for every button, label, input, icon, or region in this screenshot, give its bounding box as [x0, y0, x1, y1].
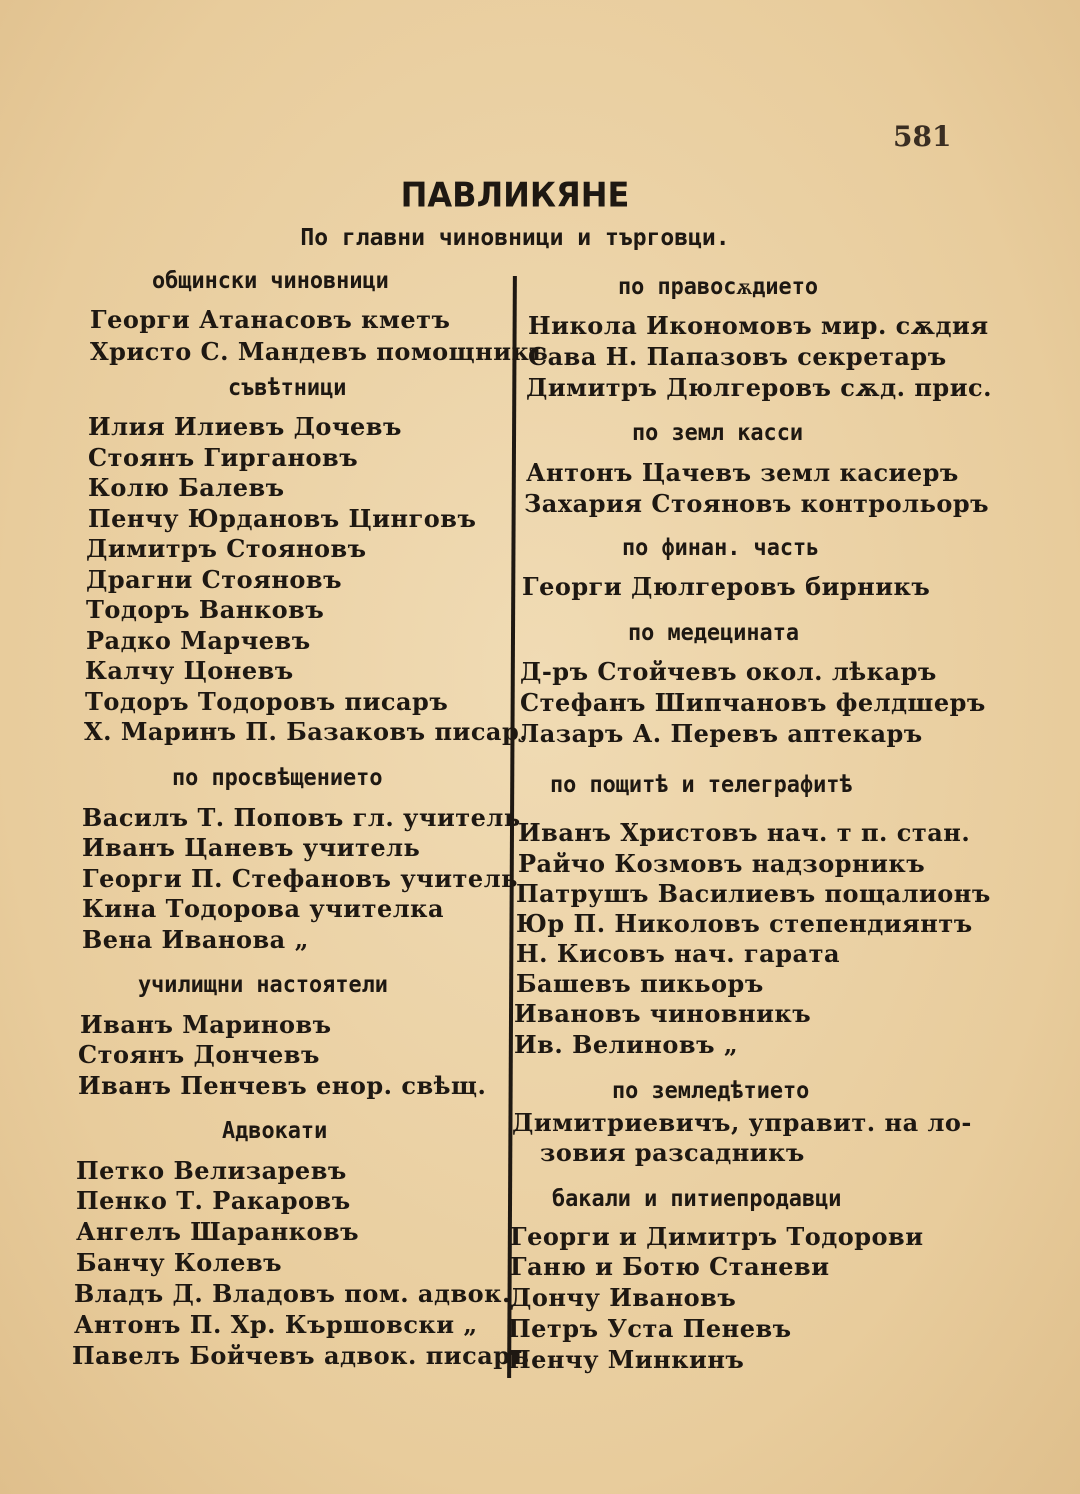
section-heading-education: по просвѣщението	[172, 765, 383, 791]
list-item: Иванъ Христовъ нач. т п. стан.	[518, 818, 971, 847]
list-item: Райчо Козмовъ надзорникъ	[518, 849, 926, 878]
list-item: Никола Икономовъ мир. сѫдия	[528, 311, 989, 340]
list-item: Кина Тодорова учителка	[82, 894, 445, 923]
list-item: Патрушъ Василиевъ пощалионъ	[516, 879, 991, 908]
list-item: Ив. Велиновъ „	[514, 1030, 739, 1059]
list-item: Георги П. Стефановъ учитель	[82, 864, 518, 893]
list-item: Н. Кисовъ нач. гарата	[516, 939, 840, 968]
list-item: Сава Н. Папазовъ секретаръ	[528, 342, 947, 371]
section-heading-justice: по правосѫдието	[618, 274, 819, 300]
section-heading-agri-fund: по земл касси	[632, 420, 804, 446]
list-item: Димитриевичъ, управит. на ло-	[512, 1108, 972, 1137]
section-heading-post: по пощитѣ и телеграфитѣ	[550, 772, 853, 798]
list-item: Владъ Д. Владовъ пом. адвок.	[74, 1279, 511, 1308]
list-item: Пенчу Юрдановъ Цинговъ	[88, 504, 477, 533]
list-item: Павелъ Бойчевъ адвок. писаръ	[72, 1341, 530, 1370]
list-item: Стоянъ Дончевъ	[78, 1040, 320, 1069]
list-item: Антонъ П. Хр. Кършовски „	[74, 1310, 478, 1339]
list-item: Георги и Димитръ Тодорови	[510, 1222, 924, 1251]
list-item: Иванъ Мариновъ	[80, 1010, 332, 1039]
list-item: Пенко Т. Ракаровъ	[76, 1186, 351, 1215]
list-item: Георги Дюлгеровъ бирникъ	[522, 572, 931, 601]
section-heading-grocers: бакали и питиепродавци	[552, 1186, 842, 1212]
section-heading-trustees: училищни настоятели	[138, 972, 388, 998]
list-item: Димитръ Дюлгеровъ сѫд. прис.	[526, 373, 992, 402]
list-item: зовия разсадникъ	[540, 1138, 805, 1167]
list-item: Юр П. Николовъ степендиянтъ	[516, 909, 973, 938]
list-item: Колю Балевъ	[88, 473, 285, 502]
list-item: Пенчу Минкинъ	[508, 1345, 745, 1374]
list-item: Илия Илиевъ Дочевъ	[88, 412, 402, 441]
list-item: Драгни Стояновъ	[86, 565, 342, 594]
list-item: Башевъ пикьоръ	[516, 969, 764, 998]
section-heading-agriculture: по земледѣтието	[612, 1078, 810, 1104]
list-item: Тодоръ Ванковъ	[86, 595, 325, 624]
page-number: 581	[893, 120, 952, 153]
section-heading-finance: по финан. часть	[622, 535, 820, 561]
page-subtitle: По главни чиновници и търговци.	[300, 225, 730, 251]
list-item: Лазаръ А. Перевъ аптекаръ	[518, 719, 923, 748]
list-item: Ивановъ чиновникъ	[514, 999, 812, 1028]
page-title: ПАВЛИКЯНЕ	[400, 175, 630, 215]
list-item: Иванъ Цаневъ учитель	[82, 833, 421, 862]
list-item: Банчу Колевъ	[76, 1248, 283, 1277]
list-item: Захария Стояновъ контрольоръ	[524, 489, 990, 518]
list-item: Х. Маринъ П. Базаковъ писар.	[84, 717, 529, 746]
section-heading-municipal: общински чиновници	[152, 268, 389, 294]
list-item: Ганю и Ботю Станеви	[510, 1252, 830, 1281]
list-item: Стефанъ Шипчановъ фелдшеръ	[520, 688, 986, 717]
list-item: Иванъ Пенчевъ енор. свѣщ.	[78, 1071, 487, 1100]
list-item: Д-ръ Стойчевъ окол. лѣкаръ	[520, 657, 937, 686]
list-item: Дончу Ивановъ	[510, 1283, 737, 1312]
section-heading-lawyers: Адвокати	[222, 1118, 328, 1144]
list-item: Радко Марчевъ	[86, 626, 311, 655]
list-item: Антонъ Цачевъ земл касиеръ	[526, 458, 959, 487]
list-item: Петръ Уста Пеневъ	[508, 1314, 792, 1343]
list-item: Василъ Т. Поповъ гл. учитель	[82, 803, 521, 832]
list-item: Тодоръ Тодоровъ писаръ	[85, 687, 449, 716]
list-item: Стоянъ Гиргановъ	[88, 443, 359, 472]
list-item: Георги Атанасовъ кметъ	[90, 305, 451, 334]
list-item: Христо С. Мандевъ помощникъ	[90, 337, 549, 366]
list-item: Калчу Цоневъ	[85, 656, 294, 685]
section-heading-councilors: съвѣтници	[228, 375, 347, 401]
list-item: Вена Иванова „	[82, 925, 309, 954]
list-item: Ангелъ Шаранковъ	[76, 1217, 360, 1246]
list-item: Петко Велизаревъ	[76, 1156, 347, 1185]
list-item: Димитръ Стояновъ	[86, 534, 367, 563]
section-heading-medicine: по медецината	[628, 620, 800, 646]
